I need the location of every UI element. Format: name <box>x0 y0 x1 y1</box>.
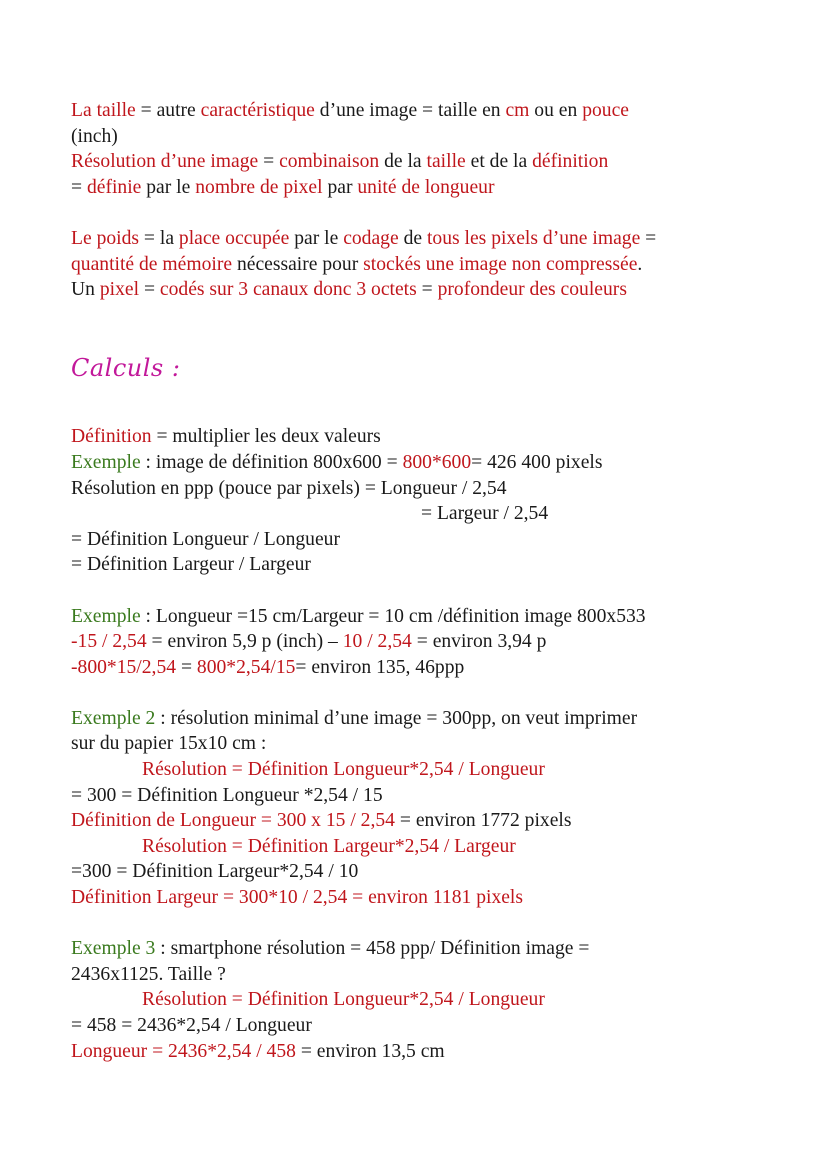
text-run: sur du papier 15x10 cm : <box>71 733 267 755</box>
text-run: Résolution = Définition Longueur*2,54 / Longueur <box>142 989 545 1011</box>
text-run: cm <box>505 100 530 121</box>
text-run: : Longueur =15 cm/Largeur = 10 cm /définition image 800x533 <box>140 605 646 627</box>
text-run: = environ 5,9 p (inch) – <box>146 631 343 653</box>
text-line <box>71 424 771 450</box>
spacer <box>71 303 771 329</box>
text-run: codage <box>343 227 399 249</box>
text-run: Longueur = 2436*2,54 / 458 <box>71 1040 296 1062</box>
text-run: Définition <box>71 426 152 448</box>
text-line <box>71 885 771 911</box>
text-run: quantité de mémoire <box>71 253 233 275</box>
text-run: : résolution minimal d’une image = 300pp, on veut imprimer <box>155 707 638 729</box>
text-run: caractéristique <box>200 100 315 121</box>
text-run: de la <box>379 151 427 173</box>
text-line <box>71 1013 771 1039</box>
text-line <box>71 277 771 303</box>
text-run: Exemple <box>71 451 141 473</box>
text-run: par <box>322 176 358 198</box>
text-run: = Largeur / 2,54 <box>421 503 549 525</box>
text-run: nombre de pixel <box>195 176 323 198</box>
spacer <box>71 200 771 226</box>
text-line <box>71 175 771 201</box>
text-line <box>71 450 771 476</box>
text-run: 800*2,54/15 <box>196 656 296 678</box>
text-run: = Définition Longueur / Longueur <box>71 528 340 550</box>
text-line <box>71 226 771 252</box>
text-run: stockés une image non compressée <box>363 253 638 275</box>
text-run: : image de définition 800x600 = <box>140 451 403 473</box>
text-run: -15 / 2,54 <box>71 631 147 653</box>
text-run: Le poids <box>71 227 140 249</box>
text-run: = Définition Largeur / Largeur <box>71 554 311 576</box>
text-run: = autre <box>135 100 201 121</box>
text-run: = 300 = Définition Longueur *2,54 / 15 <box>71 784 383 806</box>
spacer <box>71 388 771 424</box>
text-run: d’une image = taille en <box>314 100 506 121</box>
text-run: = environ 1772 pixels <box>394 810 572 832</box>
text-line <box>71 655 771 681</box>
text-run: = 426 400 pixels <box>471 451 603 473</box>
text-run: ou en <box>529 100 583 121</box>
text-run: 800*600 <box>402 451 472 473</box>
text-run: = environ 13,5 cm <box>295 1040 445 1062</box>
text-line <box>71 604 771 630</box>
text-run: de <box>398 227 427 249</box>
text-run: définie <box>86 176 142 198</box>
text-line <box>71 629 771 655</box>
text-run: Définition Largeur = 300*10 / 2,54 = environ 1181 pixels <box>71 887 524 909</box>
text-line <box>71 808 771 834</box>
text-run: = <box>640 227 657 249</box>
text-line <box>71 476 771 502</box>
text-line <box>71 552 771 578</box>
text-run: = la <box>139 227 179 249</box>
text-run: = environ 3,94 p <box>411 631 547 653</box>
text-run: codés sur 3 canaux donc 3 octets <box>159 279 417 301</box>
text-run: place occupée <box>178 227 290 249</box>
document-page <box>71 98 771 1064</box>
text-run: Définition de Longueur = 300 x 15 / 2,54 <box>71 810 395 832</box>
text-run: : smartphone résolution = 458 ppp/ Définition image = <box>155 938 590 960</box>
text-run: pixel <box>99 279 140 301</box>
text-run: = <box>71 176 87 198</box>
text-line <box>71 527 771 553</box>
text-run: et de la <box>465 151 533 173</box>
text-line <box>71 706 771 732</box>
text-run: Résolution = Définition Longueur*2,54 / Longueur <box>142 759 545 781</box>
text-run: 10 / 2,54 <box>342 631 412 653</box>
text-line <box>71 731 771 757</box>
spacer <box>71 911 771 937</box>
text-line <box>71 936 771 962</box>
text-run: . <box>637 253 643 275</box>
text-line <box>71 501 771 527</box>
text-line <box>71 252 771 278</box>
spacer <box>71 328 771 348</box>
text-line <box>71 834 771 860</box>
spacer <box>71 578 771 604</box>
text-run: = multiplier les deux valeurs <box>151 426 381 448</box>
text-run: Résolution = Définition Largeur*2,54 / Largeur <box>142 835 516 857</box>
text-run: = <box>176 656 197 678</box>
text-run: = <box>258 151 280 173</box>
text-line <box>71 149 771 175</box>
text-line <box>71 1039 771 1065</box>
section-heading: Calculs : <box>71 354 181 383</box>
text-run: Exemple <box>71 605 141 627</box>
text-run: Exemple 3 <box>71 938 156 960</box>
text-run: = <box>416 279 438 301</box>
text-run: unité de longueur <box>357 176 495 198</box>
text-line <box>71 962 771 988</box>
text-run: -800*15/2,54 <box>71 656 177 678</box>
text-run: 2436x1125. Taille ? <box>71 963 226 985</box>
text-run: combinaison <box>279 151 380 173</box>
text-run: pouce <box>582 100 629 121</box>
spacer <box>71 680 771 706</box>
text-line <box>71 859 771 885</box>
text-run: Un <box>71 279 100 301</box>
text-line <box>71 757 771 783</box>
text-run: Résolution en ppp (pouce par pixels) = Longueur / 2,54 <box>71 477 507 499</box>
text-line <box>71 98 771 124</box>
text-run: Exemple 2 <box>71 707 156 729</box>
text-line <box>71 783 771 809</box>
text-run: profondeur des couleurs <box>437 279 627 301</box>
text-run: La taille <box>71 100 136 121</box>
text-run: définition <box>532 151 609 173</box>
text-run: =300 = Définition Largeur*2,54 / 10 <box>71 861 359 883</box>
text-run: = <box>139 279 160 301</box>
text-run: taille <box>426 151 466 173</box>
text-run: par le <box>289 227 344 249</box>
text-run: par le <box>141 176 196 198</box>
text-run: tous les pixels d’une image <box>426 227 641 249</box>
text-line <box>71 987 771 1013</box>
text-run: = 458 = 2436*2,54 / Longueur <box>71 1015 312 1036</box>
text-run: (inch) <box>71 125 118 147</box>
text-run: Résolution d’une image <box>71 151 259 173</box>
text-run: = environ 135, 46ppp <box>295 656 465 678</box>
text-run: nécessaire pour <box>232 253 364 275</box>
text-line <box>71 124 771 150</box>
